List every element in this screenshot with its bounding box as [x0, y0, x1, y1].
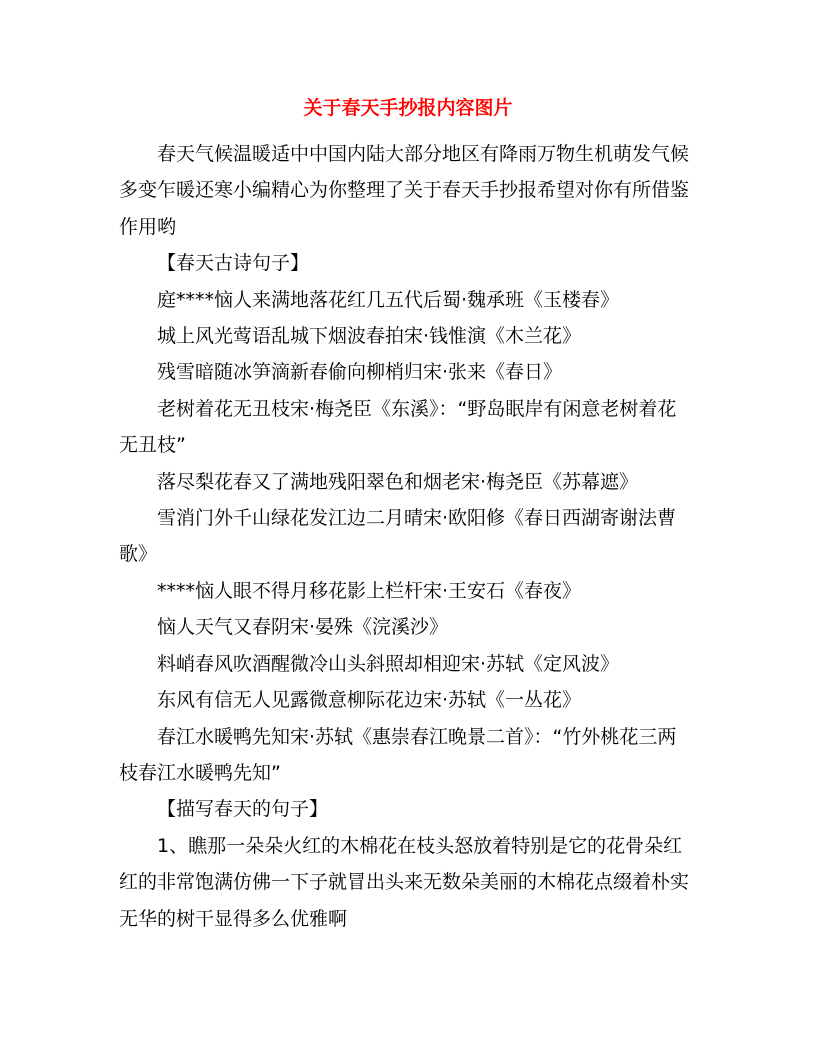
poem-line: 落尽梨花春又了满地残阳翠色和烟老宋·梅尧臣《苏幕遮》 — [157, 470, 639, 493]
document-title: 关于春天手抄报内容图片 — [303, 97, 513, 119]
poem-line: 雪消门外千山绿花发江边二月晴宋·欧阳修《春日西湖寄谢法曹歌》 — [119, 507, 677, 566]
poem-line: 残雪暗随冰笋滴新春偷向柳梢归宋·张来《春日》 — [157, 361, 563, 384]
poem-line: 东风有信无人见露微意柳际花边宋·苏轼《一丛花》 — [157, 689, 582, 712]
poem-line: 恼人天气又春阴宋·晏殊《浣溪沙》 — [157, 616, 449, 639]
document-body — [119, 136, 694, 937]
poem-line: 料峭春风吹酒醒微冷山头斜照却相迎宋·苏轼《定风波》 — [157, 652, 620, 675]
intro-paragraph: 春天气候温暖适中中国内陆大部分地区有降雨万物生机萌发气候多变乍暖还寒小编精心为你整理了关于春天手抄报希望对你有所借鉴作用哟 — [119, 143, 690, 238]
poem-line: 庭****恼人来满地落花红几五代后蜀·魏承班《玉楼春》 — [157, 288, 620, 311]
spring-sentence-paragraph: 1、瞧那一朵朵火红的木棉花在枝头怒放着特别是它的花骨朵红红的非常饱满仿佛一下子就冒出头来无数朵美丽的木棉花点缀着朴实无华的树干显得多么优雅啊 — [119, 834, 690, 930]
poem-line: 老树着花无丑枝宋·梅尧臣《东溪》：“野岛眠岸有闲意老树着花无丑枝” — [119, 397, 677, 457]
poem-line: 城上风光莺语乱城下烟波春拍宋·钱惟演《木兰花》 — [157, 325, 582, 348]
poem-line: 春江水暖鸭先知宋·苏轼《惠崇春江晚景二首》：“竹外桃花三两枝春江水暖鸭先知” — [119, 725, 677, 784]
section-heading-ancient-poems: 【春天古诗句子】 — [157, 252, 310, 275]
section-heading-spring-sentences: 【描写春天的句子】 — [157, 798, 329, 821]
poem-line: ****恼人眼不得月移花影上栏杆宋·王安石《春夜》 — [157, 579, 582, 602]
